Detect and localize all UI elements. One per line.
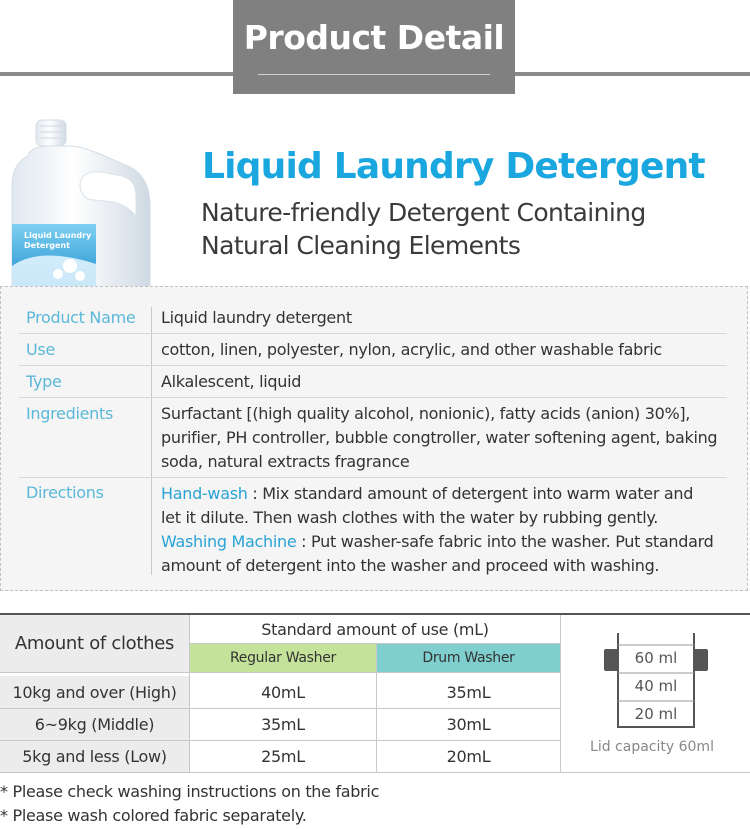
product-subtitle xyxy=(201,196,721,262)
bottle-label-title-2: Detergent xyxy=(24,241,70,250)
table-row-amount: 6~9kg (Middle) xyxy=(0,708,189,740)
info-column-divider xyxy=(151,307,152,575)
ingredients-line: soda, natural extracts fragrance xyxy=(161,452,410,471)
directions-hand-wash xyxy=(161,482,731,506)
table-cell-regular: 25mL xyxy=(261,746,305,766)
cup-caption: Lid capacity 60ml xyxy=(590,739,714,755)
value-use: cotton, linen, polyester, nylon, acrylic, and other washable fabric xyxy=(161,340,662,359)
info-separator xyxy=(19,397,727,398)
table-gridline xyxy=(0,708,560,709)
table-cell-regular: 40mL xyxy=(261,682,305,702)
value-type: Alkalescent, liquid xyxy=(161,372,302,391)
ingredients-line: Surfactant [(high quality alcohol, nonionic), fatty acids (anion) 30%], xyxy=(161,404,691,423)
label-directions: Directions xyxy=(26,483,104,502)
machine-text-2: amount of detergent into the washer and proceed with washing. xyxy=(161,556,660,575)
label-use: Use xyxy=(26,340,55,359)
machine-label: Washing Machine xyxy=(161,532,297,551)
label-ingredients: Ingredients xyxy=(26,404,113,423)
machine-text: : Put washer-safe fabric into the washer. Put standard xyxy=(296,532,714,551)
info-separator xyxy=(19,333,727,334)
header-standard-amount: Standard amount of use (mL) xyxy=(261,619,489,639)
header xyxy=(0,0,750,100)
cup-mark-60: 60 ml xyxy=(634,649,678,667)
product-info-box xyxy=(0,286,748,591)
subtitle-line-2: Natural Cleaning Elements xyxy=(201,231,521,260)
info-separator xyxy=(19,477,727,478)
header-amount-of-clothes: Amount of clothes xyxy=(0,615,189,672)
table-gridline xyxy=(0,672,560,673)
table-cell-regular: 35mL xyxy=(261,714,305,734)
header-regular-washer: Regular Washer xyxy=(190,644,376,672)
table-cell-drum: 20mL xyxy=(446,746,491,766)
header-drum-washer: Drum Washer xyxy=(377,644,560,672)
table-gridline xyxy=(560,615,561,772)
note-line: * Please check washing instructions on the fabric xyxy=(0,782,380,801)
ingredients-line: purifier, PH controller, bubble congtroller, water softening agent, baking xyxy=(161,428,718,447)
cup-mark-20: 20 ml xyxy=(634,705,678,723)
value-ingredients xyxy=(161,402,731,474)
subtitle-line-1: Nature-friendly Detergent Containing xyxy=(201,198,646,227)
note-line: * Please wash colored fabric separately. xyxy=(0,806,307,825)
table-gridline xyxy=(189,615,190,772)
hand-wash-text-2: let it dilute. Then wash clothes with the water by rubbing gently. xyxy=(161,508,659,527)
product-bottle-image xyxy=(10,116,160,288)
info-separator xyxy=(19,365,727,366)
table-row-amount: 10kg and over (High) xyxy=(0,676,189,708)
label-type: Type xyxy=(26,372,62,391)
table-gridline xyxy=(190,643,560,644)
measuring-cup-panel xyxy=(562,615,750,774)
hand-wash-label: Hand-wash xyxy=(161,484,248,503)
table-row-amount: 5kg and less (Low) xyxy=(0,740,189,772)
bottle-label-title-1: Liquid Laundry xyxy=(24,231,92,240)
value-product-name: Liquid laundry detergent xyxy=(161,308,352,327)
table-gridline xyxy=(0,740,560,741)
product-title: Liquid Laundry Detergent xyxy=(202,146,705,187)
value-directions xyxy=(161,482,731,578)
table-cell-drum: 35mL xyxy=(446,682,491,702)
hand-wash-text: : Mix standard amount of detergent into warm water and xyxy=(247,484,694,503)
directions-machine xyxy=(161,530,731,554)
table-cell-drum: 30mL xyxy=(446,714,491,734)
title-underline xyxy=(258,74,490,75)
page-title: Product Detail xyxy=(243,18,505,57)
cup-mark-40: 40 ml xyxy=(634,677,678,695)
table-gridline xyxy=(376,643,377,772)
title-tab xyxy=(233,0,515,94)
label-product-name: Product Name xyxy=(26,308,136,327)
